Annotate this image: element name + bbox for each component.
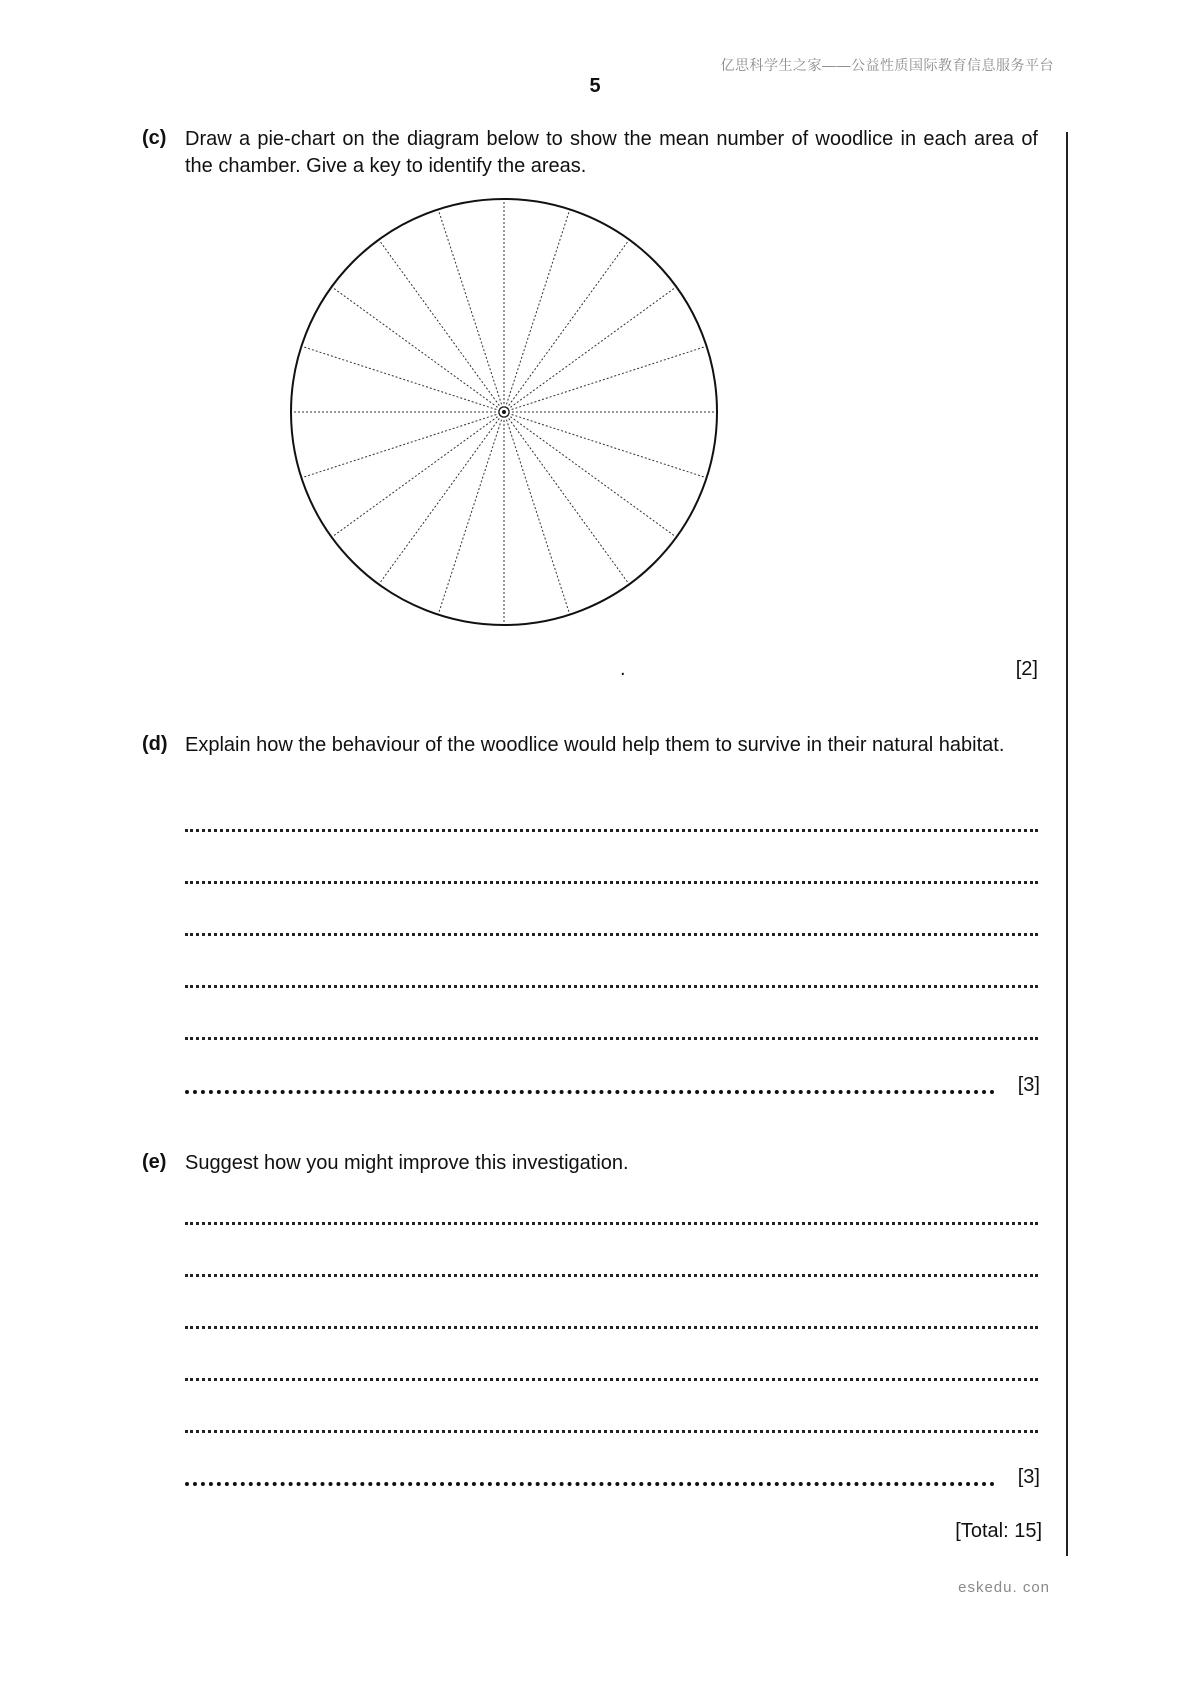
answer-line-d-1[interactable] xyxy=(185,829,1038,832)
margin-rule xyxy=(1066,132,1068,1556)
footer-text: eskedu. con xyxy=(958,1579,1050,1596)
stray-mark: . xyxy=(620,658,626,680)
question-d-text: Explain how the behaviour of the woodlice would help them to survive in their natural habitat. xyxy=(185,734,1005,756)
pie-division-line xyxy=(379,412,504,584)
pie-division-line xyxy=(379,240,504,412)
question-e-label: (e) xyxy=(142,1151,167,1173)
answer-line-e-3[interactable] xyxy=(185,1326,1038,1329)
answer-line-e-6[interactable] xyxy=(185,1482,995,1486)
answer-line-d-6[interactable] xyxy=(185,1090,995,1094)
pie-division-line xyxy=(504,412,707,478)
answer-line-e-4[interactable] xyxy=(185,1378,1038,1381)
answer-line-e-5[interactable] xyxy=(185,1430,1038,1433)
page-number: 5 xyxy=(589,75,601,97)
pie-division-line xyxy=(504,412,676,537)
pie-division-line xyxy=(332,412,504,537)
answer-line-e-1[interactable] xyxy=(185,1222,1038,1225)
question-e-marks: [3] xyxy=(1017,1466,1040,1488)
pie-division-line xyxy=(504,287,676,412)
pie-division-line xyxy=(504,412,570,615)
question-c-text: Draw a pie-chart on the diagram below to show the mean number of woodlice in each area of the chamber. Give a key to identify the areas. xyxy=(185,128,1038,177)
answer-line-d-3[interactable] xyxy=(185,933,1038,936)
pie-division-line xyxy=(504,346,707,412)
pie-division-line xyxy=(332,287,504,412)
pie-division-line xyxy=(301,346,504,412)
answer-line-d-5[interactable] xyxy=(185,1037,1038,1040)
pie-division-line xyxy=(301,412,504,478)
answer-line-d-4[interactable] xyxy=(185,985,1038,988)
pie-division-line xyxy=(504,412,629,584)
pie-division-line xyxy=(438,412,504,615)
total-marks: [Total: 15] xyxy=(955,1520,1042,1542)
question-e-text: Suggest how you might improve this investigation. xyxy=(185,1152,629,1174)
pie-division-line xyxy=(504,240,629,412)
pie-center-inner xyxy=(502,410,506,414)
question-d-marks: [3] xyxy=(1017,1074,1040,1096)
question-c-marks: [2] xyxy=(1015,658,1038,680)
answer-line-d-2[interactable] xyxy=(185,881,1038,884)
pie-chart-template[interactable] xyxy=(289,197,719,627)
question-c-label: (c) xyxy=(142,127,167,149)
pie-division-line xyxy=(504,209,570,412)
pie-division-line xyxy=(438,209,504,412)
watermark-text: 亿思科学生之家——公益性质国际教育信息服务平台 xyxy=(720,57,1054,73)
question-d-label: (d) xyxy=(142,733,168,755)
answer-line-e-2[interactable] xyxy=(185,1274,1038,1277)
